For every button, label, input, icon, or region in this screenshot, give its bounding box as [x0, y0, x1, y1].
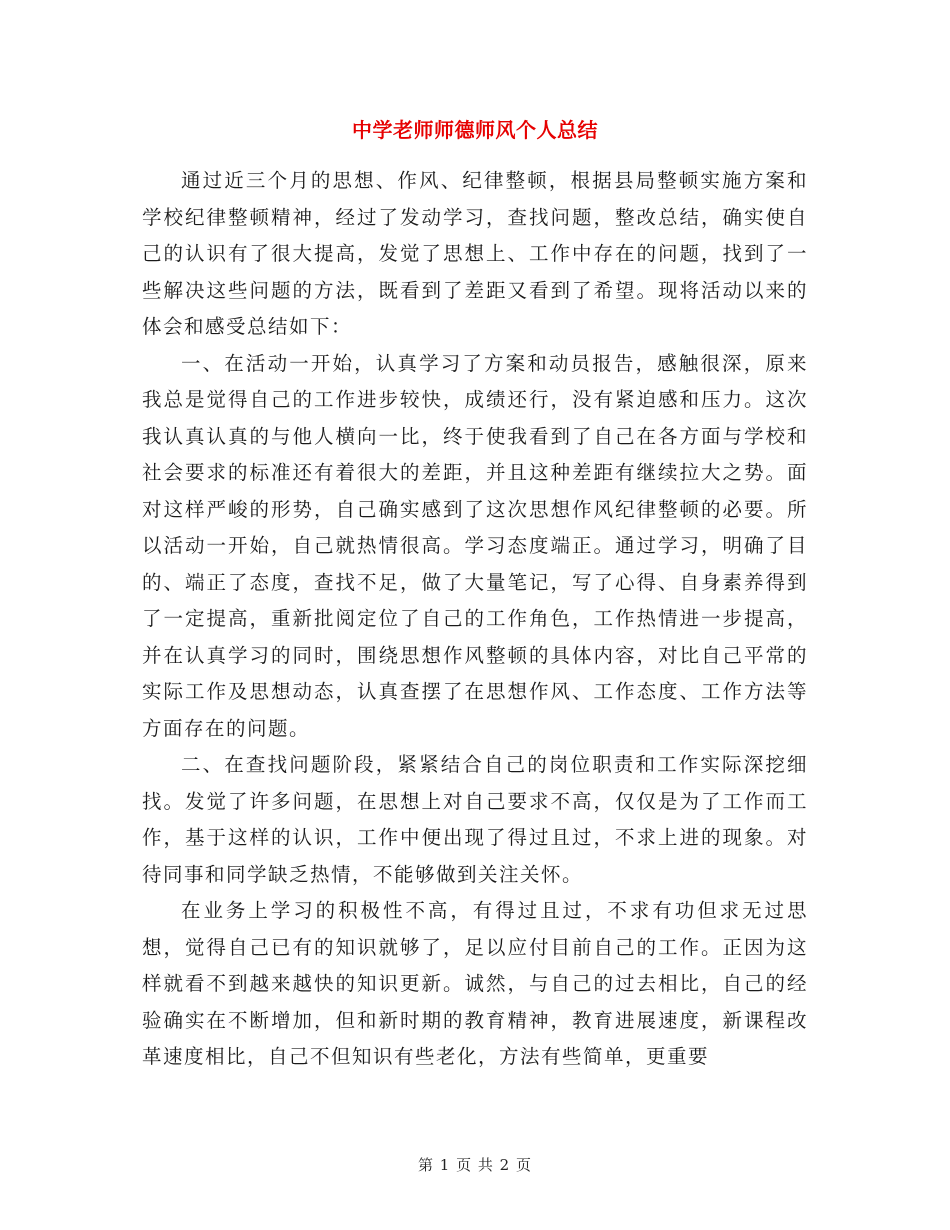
- page-footer: 第 1 页 共 2 页: [418, 1156, 532, 1174]
- paragraph-section-1: 一、在活动一开始，认真学习了方案和动员报告，感触很深，原来我总是觉得自己的工作进步较快，成绩还行，没有紧迫感和压力。这次我认真认真的与他人横向一比，终于使我看到了自己在各方面与学校和社会要求的标准还有着很大的差距，并且这种差距有继续拉大之势。面对这样严峻的形势，自己确实感到了这次思想作风纪律整顿的必要。所以活动一开始，自己就热情很高。学习态度端正。通过学习，明确了目的、端正了态度，查找不足，做了大量笔记，写了心得、自身素养得到了一定提高，重新批阅定位了自己的工作角色，工作热情进一步提高，并在认真学习的同时，围绕思想作风整顿的具体内容，对比自己平常的实际工作及思想动态，认真查摆了在思想作风、工作态度、工作方法等方面存在的问题。: [142, 351, 808, 740]
- document-title: 中学老师师德师风个人总结: [352, 118, 598, 142]
- paragraph-intro: 通过近三个月的思想、作风、纪律整顿，根据县局整顿实施方案和学校纪律整顿精神，经过了发动学习，查找问题，整改总结，确实使自己的认识有了很大提高，发觉了思想上、工作中存在的问题，找到了一些解决这些问题的方法，既看到了差距又看到了希望。现将活动以来的体会和感受总结如下：: [142, 169, 808, 338]
- document-body: [142, 163, 808, 1076]
- paragraph-section-2-continued: 在业务上学习的积极性不高，有得过且过，不求有功但求无过思想，觉得自己已有的知识就够了，足以应付目前自己的工作。正因为这样就看不到越来越快的知识更新。诚然，与自己的过去相比，自己的经验确实在不断增加，但和新时期的教育精神，教育进展速度，新课程改革速度相比，自己不但知识有些老化，方法有些简单，更重要: [142, 899, 808, 1068]
- paragraph-section-2: 二、在查找问题阶段，紧紧结合自己的岗位职责和工作实际深挖细找。发觉了许多问题，在思想上对自己要求不高，仅仅是为了工作而工作，基于这样的认识，工作中便出现了得过且过，不求上进的现象。对待同事和同学缺乏热情，不能够做到关注关怀。: [142, 753, 808, 886]
